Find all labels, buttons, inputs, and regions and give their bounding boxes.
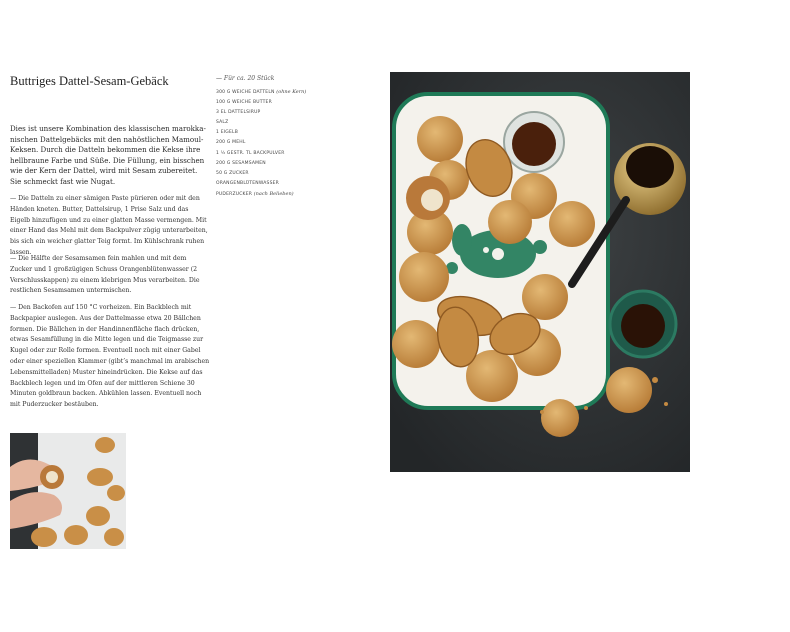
- filling-hands-illustration: [10, 433, 126, 549]
- recipe-intro: Dies ist unsere Kombination des klassischen marokkanischen Dattelgebäcks mit den nahöstlichen Mamoul-Keksen. Durch die Datteln bekommen die Kekse ihre hellbraune Farbe und Süße. Die Füllung, ein bisschen wie der Kern der Dattel, wird mit Sesam zubereitet. Sie schmeckt fast wie Nugat.: [10, 124, 206, 186]
- ingredient-item: 200 G MEHL: [216, 140, 246, 146]
- recipe-step-3: — Den Backofen auf 150 °C vorheizen. Ein Backblech mit Backpapier auslegen. Aus der Dattelmasse etwa 20 Bällchen formen. Die Bällchen in der Handinnenfläche flach drücken, etwas Sesamfüllung in die Mitte legen und die Teigmasse zur Kugel oder zur Rolle formen. Eventuell noch mit einer Gabel oder einer speziellen Klammer (gibt’s manchmal im arabischen Lebensmittelladen) Muster hineindrücken. Die Kekse auf das Backblech legen und im Ofen auf der mittleren Schiene 30 Minuten goldbraun backen. Abkühlen lassen. Eventuell noch mit Puderzucker bestäuben.: [10, 304, 210, 409]
- ingredient-item: 50 G ZUCKER: [216, 170, 249, 176]
- ingredient-item: PUDERZUCKER (nach Belieben): [216, 190, 294, 197]
- ingredient-item: 300 G WEICHE DATTELN (ohne Kern): [216, 89, 307, 95]
- recipe-step-2: — Die Hälfte der Sesamsamen fein mahlen und mit dem Zucker und 1 großzügigen Schuss Orangenblütenwasser (2 Verschlusskappen) zu einem klebrigen Mus verarbeiten. Die restlichen Sesamsamen untermischen.: [10, 255, 200, 295]
- recipe-title: Buttriges Dattel-Sesam-Gebäck: [10, 74, 169, 88]
- ingredient-list: [216, 87, 306, 200]
- filling-hands-photo-icon: [10, 433, 126, 549]
- ingredient-item: 100 G WEICHE BUTTER: [216, 100, 272, 106]
- ingredient-item: 200 G SESAMSAMEN: [216, 160, 266, 166]
- ingredient-item: 1 EIGELB: [216, 130, 238, 136]
- ingredient-item: 3 EL DATTELSIRUP: [216, 110, 261, 116]
- ingredient-item: ORANGENBLÜTENWASSER: [216, 180, 280, 186]
- cookies-plate-illustration: [390, 72, 690, 472]
- recipe-step-1: — Die Datteln zu einer sämigen Paste pürieren oder mit den Händen kneten. Butter, Dattelsirup, 1 Prise Salz und das Eigelb hinzufügen und zu einer glatten Masse vermengen. Mit einer Hand das Mehl mit dem Backpulver zügig unterarbeiten, bis sich ein weicher glatter Teig formt. Im Kühlschrank ruhen lassen.: [10, 195, 208, 256]
- ingredient-item: SALZ: [216, 120, 229, 126]
- cookies-plate-photo-icon: [390, 72, 690, 472]
- ingredient-item: 1 ½ GESTR. TL BACKPULVER: [216, 150, 285, 156]
- servings-note: — Für ca. 20 Stück: [216, 75, 275, 82]
